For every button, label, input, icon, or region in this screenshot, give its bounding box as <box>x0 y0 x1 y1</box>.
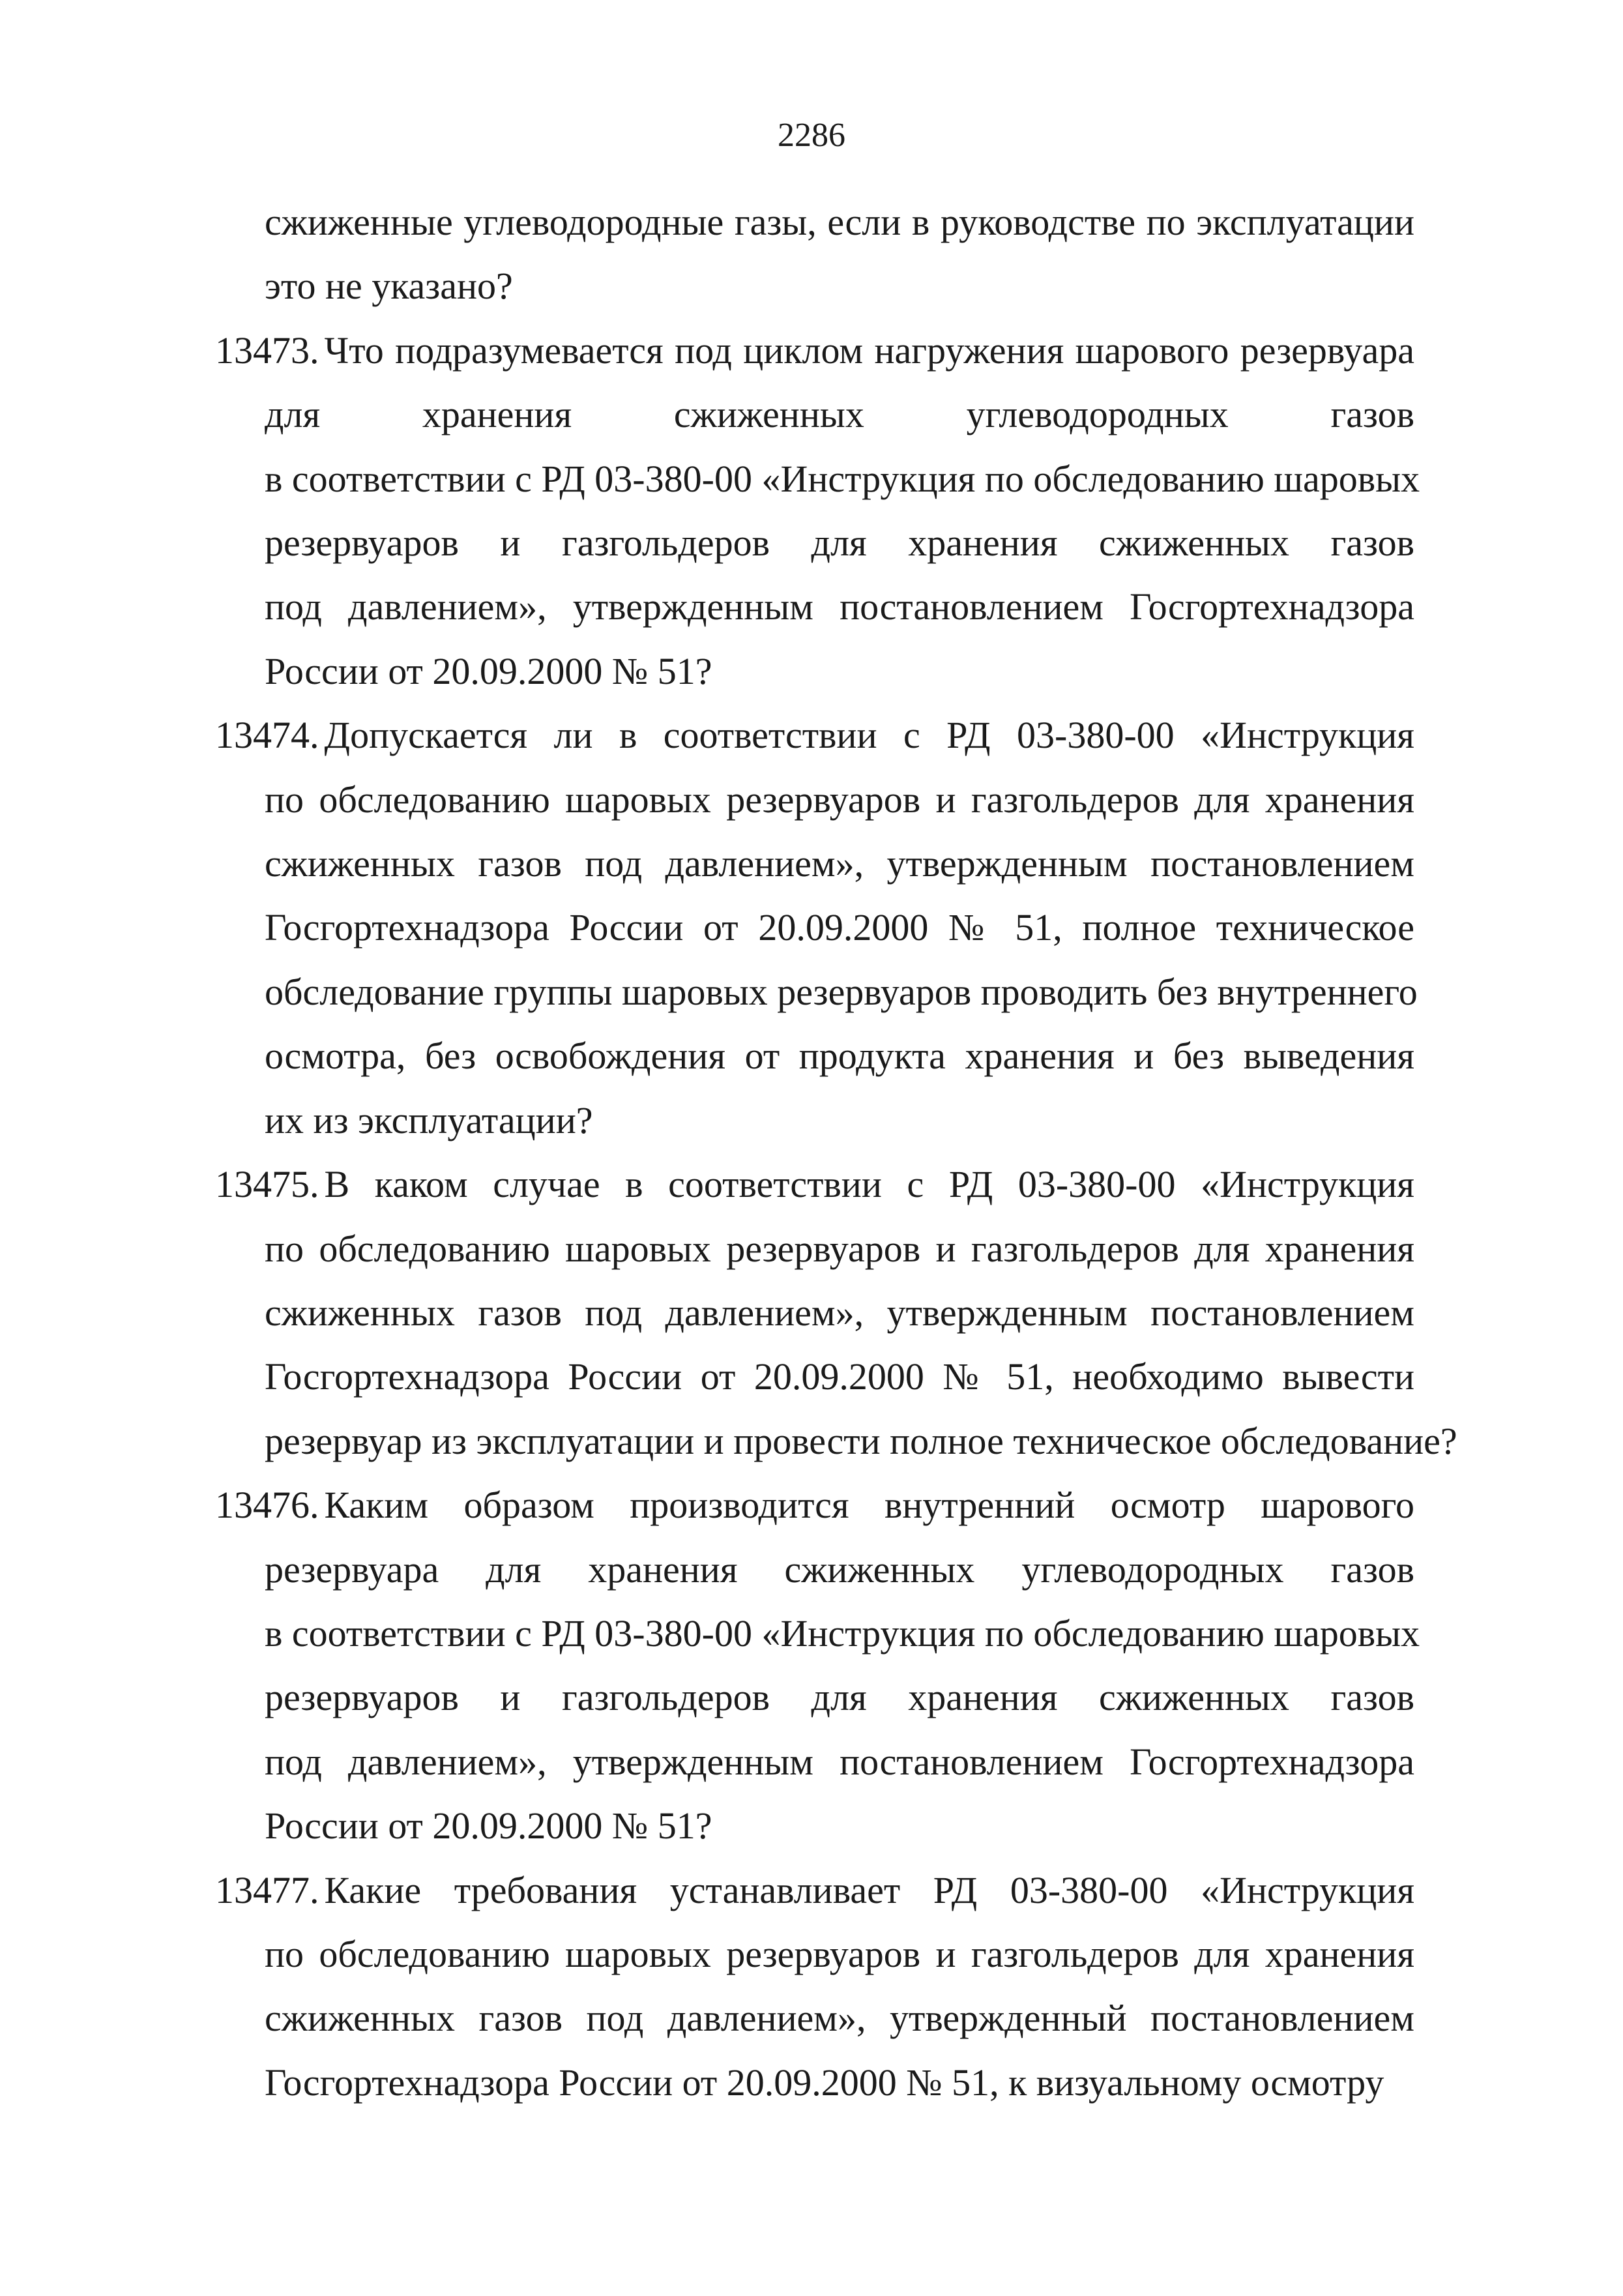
text-line: резервуара для хранения сжиженных углеводородных газов <box>265 1548 1414 1591</box>
text-line: сжиженных газов под давлением», утвержденный постановлением <box>265 1997 1414 2040</box>
question-number: 13474. <box>215 714 319 757</box>
question-13474 <box>215 703 1418 1153</box>
text-line <box>215 703 1414 767</box>
text-line <box>215 319 1414 383</box>
question-13477 <box>215 1859 1414 2115</box>
text-line-content: Допускается ли в соответствии с РД 03-380-00 «Инструкция <box>324 714 1414 757</box>
question-number: 13475. <box>215 1163 319 1206</box>
text-line: сжиженных газов под давлением», утвержденным постановлением <box>265 842 1414 885</box>
text-line: под давлением», утвержденным постановлением Госгортехнадзора <box>265 585 1414 628</box>
question-number: 13477. <box>215 1868 319 1911</box>
text-line: для хранения сжиженных углеводородных газов <box>265 393 1414 436</box>
text-line: по обследованию шаровых резервуаров и газгольдеров для хранения <box>265 1932 1414 1975</box>
text-line: под давлением», утвержденным постановлением Госгортехнадзора <box>265 1740 1414 1783</box>
text-line: по обследованию шаровых резервуаров и газгольдеров для хранения <box>265 1227 1414 1270</box>
text-line: Госгортехнадзора России от 20.09.2000 № 51, полное техническое <box>265 906 1414 949</box>
question-13475 <box>215 1153 1457 1473</box>
page-number: 2286 <box>778 117 845 154</box>
text-line: сжиженных газов под давлением», утвержденным постановлением <box>265 1291 1414 1334</box>
text-line-content: В каком случае в соответствии с РД 03-380-00 «Инструкция <box>324 1163 1414 1206</box>
text-line: это не указано? <box>265 265 513 308</box>
text-line: России от 20.09.2000 № 51? <box>265 649 712 692</box>
question-13473 <box>215 319 1420 703</box>
text-line <box>215 1859 1414 1922</box>
question-number: 13473. <box>215 329 319 372</box>
text-line: России от 20.09.2000 № 51? <box>265 1804 712 1847</box>
text-line <box>215 1473 1414 1537</box>
text-line <box>215 1153 1414 1216</box>
text-line-content: Что подразумевается под циклом нагружения шарового резервуара <box>324 329 1414 372</box>
question-number: 13476. <box>215 1484 319 1527</box>
text-line: их из эксплуатации? <box>265 1098 593 1141</box>
text-line: сжиженные углеводородные газы, если в руководстве по эксплуатации <box>265 201 1414 243</box>
text-line: в соответствии с РД 03-380-00 «Инструкция по обследованию шаровых <box>265 457 1420 500</box>
text-line-content: Какие требования устанавливает РД 03-380-00 «Инструкция <box>324 1868 1414 1911</box>
question-13476 <box>215 1473 1420 1858</box>
continuation-paragraph <box>215 190 1414 319</box>
document-body <box>215 190 1457 2115</box>
text-line-content: Каким образом производится внутренний осмотр шарового <box>324 1484 1414 1527</box>
text-line: резервуаров и газгольдеров для хранения сжиженных газов <box>265 1676 1414 1719</box>
text-line: обследование группы шаровых резервуаров проводить без внутреннего <box>265 970 1418 1013</box>
text-line: резервуар из эксплуатации и провести полное техническое обследование? <box>265 1419 1457 1462</box>
text-line: резервуаров и газгольдеров для хранения сжиженных газов <box>265 522 1414 565</box>
text-line: Госгортехнадзора России от 20.09.2000 № 51, к визуальному осмотру <box>265 2061 1384 2104</box>
text-line: в соответствии с РД 03-380-00 «Инструкция по обследованию шаровых <box>265 1612 1420 1655</box>
text-line: по обследованию шаровых резервуаров и газгольдеров для хранения <box>265 778 1414 821</box>
text-line: Госгортехнадзора России от 20.09.2000 № 51, необходимо вывести <box>265 1355 1414 1398</box>
text-line: осмотра, без освобождения от продукта хранения и без выведения <box>265 1035 1414 1078</box>
